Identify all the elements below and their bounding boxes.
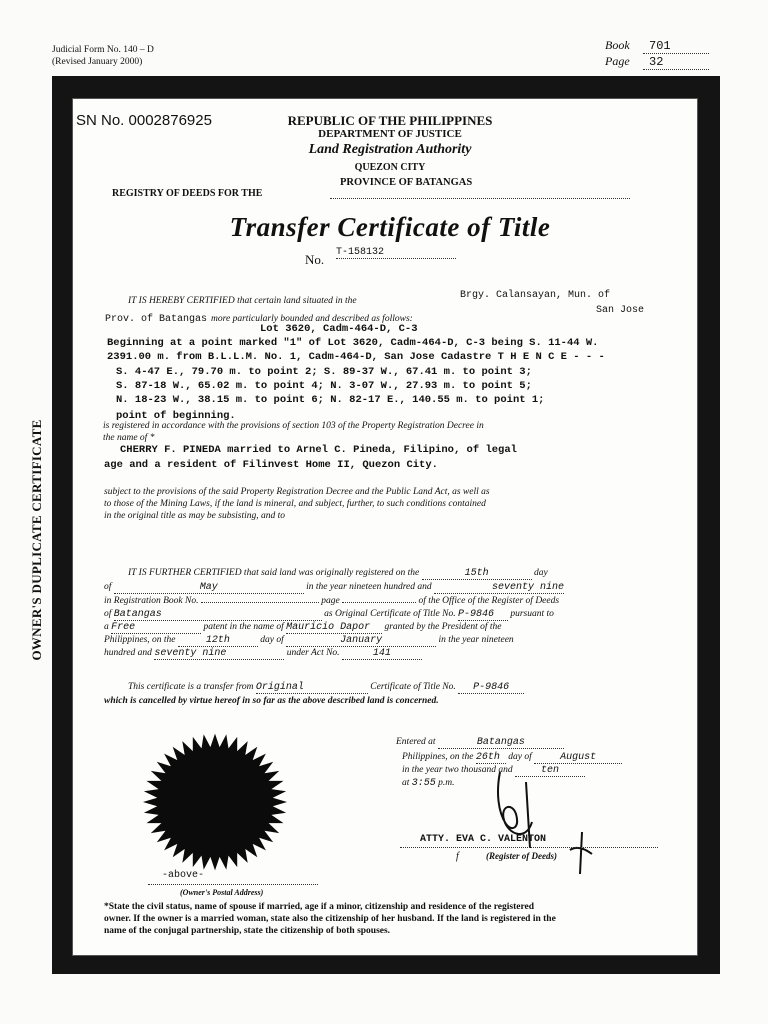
- book-number-line: [201, 602, 319, 603]
- location-value-2: Prov. of Batangas: [105, 314, 208, 325]
- further-line-4: [104, 609, 554, 621]
- further-text: IT IS FURTHER CERTIFIED that said land was originally registered on the: [128, 568, 420, 578]
- entry-year-label: in the year two: [402, 765, 459, 775]
- entry-at-label: at: [402, 778, 410, 788]
- name-of-text: the name of *: [103, 433, 155, 443]
- owner-address-value: -above-: [162, 870, 205, 881]
- book-page-block: [605, 38, 709, 70]
- act-number: 141: [342, 648, 422, 660]
- entry-philippines-label: Philippines, on the: [402, 752, 474, 762]
- page-label-2: page: [321, 596, 340, 606]
- footnote-line: *State the civil status, name of spouse if married, age if a minor, citizenship and residence of the registered: [104, 902, 535, 912]
- further-line-7: [104, 648, 422, 660]
- further-line-1: [128, 568, 548, 580]
- of2-label: of: [104, 609, 112, 619]
- book-label: Book: [605, 38, 630, 52]
- entered-label: Entered at: [396, 737, 436, 747]
- department-heading: DEPARTMENT OF JUSTICE: [318, 128, 462, 140]
- certified-text: IT IS HEREBY CERTIFIED that certain land situated in the: [128, 296, 357, 306]
- registered-text: is registered in accordance with the provisions of section 103 of the Property Registration Decree in: [103, 421, 484, 431]
- serial-number: SN No. 0002876925: [76, 112, 212, 129]
- transfer-from: Original: [256, 682, 368, 694]
- oct-text: as Original Certificate of Title No.: [324, 609, 456, 619]
- further-line-6: [104, 635, 514, 647]
- grant-year: seventy nine: [154, 648, 284, 660]
- subject-text: subject to the provisions of the said Property Registration Decree and the Public Land Act, as well as: [104, 487, 490, 497]
- form-revised: (Revised January 2000): [52, 57, 143, 67]
- transfer-text-2: which is cancelled by virtue hereof in so far as the above described land is concerned.: [104, 696, 439, 706]
- form-number: Judicial Form No. 140 – D: [52, 45, 154, 55]
- grant-day: 12th: [178, 635, 258, 647]
- registered-year: seventy nine: [434, 582, 564, 594]
- page-value: 32: [643, 55, 709, 70]
- subject-text: in the original title as may be subsisting, and to: [104, 511, 286, 521]
- transfer-cert-number: P-9846: [458, 682, 524, 694]
- entry-ampm: p.m.: [438, 778, 455, 788]
- footnote-line: name of the conjugal partnership, state the citizenship of both spouses.: [104, 926, 391, 936]
- day-label: day: [533, 568, 548, 578]
- subject-text: to those of the Mining Laws, if the land is mineral, and subject, further, to such conditions contained: [104, 499, 486, 509]
- page-label: Page: [605, 54, 630, 68]
- transfer-line-1: [128, 682, 524, 694]
- signature-mark: [562, 828, 602, 878]
- day-of-text: day of: [260, 635, 284, 645]
- entry-line-4: [402, 778, 455, 789]
- registry-line: [330, 198, 630, 199]
- further-line-3: [104, 596, 559, 606]
- patent-text: patent in the name of: [203, 622, 284, 632]
- entry-time: 3:55: [411, 778, 436, 789]
- seal-shape: [143, 734, 287, 871]
- province-heading: PROVINCE OF BATANGAS: [340, 177, 473, 188]
- transfer-text: This certificate is a transfer from: [128, 682, 254, 692]
- page-number-line: [342, 602, 416, 603]
- patent-type: Free: [111, 622, 201, 634]
- lot-designation: Lot 3620, Cadm-464-D, C-3: [260, 323, 418, 335]
- owner-line: age and a resident of Filinvest Home II, Quezon City.: [104, 459, 438, 471]
- technical-description-line: S. 87-18 W., 65.02 m. to point 4; N. 3-07 W., 27.93 m. to point 5;: [116, 380, 532, 392]
- city-heading: QUEZON CITY: [354, 162, 426, 173]
- pursuant-text: pursuant to: [510, 609, 554, 619]
- form-number-block: [52, 44, 154, 68]
- entry-place: Batangas: [438, 737, 564, 749]
- location-value: Brgy. Calansayan, Mun. of: [460, 290, 611, 301]
- registry-label: REGISTRY OF DEEDS FOR THE: [112, 188, 263, 199]
- registered-day: 15th: [422, 568, 532, 580]
- entry-day: 26th: [476, 752, 506, 764]
- patentee-name: Mauricio Dapor: [286, 622, 382, 634]
- postal-address-label: (Owner's Postal Address): [180, 888, 264, 897]
- granted-text: granted by the President of the: [384, 622, 502, 632]
- register-line: [400, 847, 658, 848]
- of-label: of: [104, 582, 112, 592]
- entry-month: August: [534, 752, 622, 764]
- register-title: (Register of Deeds): [486, 851, 557, 861]
- entry-year: ten: [515, 765, 585, 777]
- year-nineteen-text: in the year nineteen: [438, 635, 514, 645]
- authority-heading: Land Registration Authority: [308, 142, 472, 157]
- technical-description-line: point of beginning.: [116, 410, 236, 422]
- entry-thousand-label: thousand and: [461, 765, 513, 775]
- a-label: a: [104, 622, 109, 632]
- technical-description-line: 2391.00 m. from B.L.L.M. No. 1, Cadm-464-D, San Jose Cadastre T H E N C E - - -: [107, 351, 605, 363]
- official-seal: [130, 727, 300, 877]
- certificate-title: Transfer Certificate of Title: [229, 212, 551, 242]
- register-initial: f: [456, 851, 459, 862]
- hundred-text: hundred and: [104, 648, 152, 658]
- office-text: of the Office of the Register of Deeds: [418, 596, 560, 606]
- further-line-2: [104, 582, 564, 594]
- title-number: T-158132: [336, 247, 456, 259]
- book-text: in Registration Book No.: [104, 596, 199, 606]
- oct-number: P-9846: [458, 609, 508, 621]
- bounded-text: more particularly bounded and described as follows:: [211, 314, 413, 324]
- entry-day-of-label: day of: [508, 752, 532, 762]
- municipality-value: San Jose: [596, 305, 645, 316]
- act-text: under Act No.: [286, 648, 340, 658]
- technical-description-line: Beginning at a point marked "1" of Lot 3620, Cadm-464-D, C-3 being S. 11-44 W.: [107, 337, 599, 349]
- year-text: in the year nineteen hundred and: [306, 582, 432, 592]
- book-value: 701: [643, 39, 709, 54]
- grant-month: January: [286, 635, 436, 647]
- technical-description-line: N. 18-23 W., 38.15 m. to point 6; N. 82-17 E., 140.55 m. to point 1;: [116, 394, 545, 406]
- transfer-cert-text: Certificate of Title No.: [370, 682, 456, 692]
- technical-description-line: S. 4-47 E., 79.70 m. to point 2; S. 89-37 W., 67.41 m. to point 3;: [116, 366, 532, 378]
- entry-line-1: [396, 737, 564, 749]
- province-value: Batangas: [114, 609, 322, 621]
- footnote-line: owner. If the owner is a married woman, state also the citizenship of her husband. If the land is registered in the: [104, 914, 556, 924]
- owner-line: CHERRY F. PINEDA married to Arnel C. Pineda, Filipino, of legal: [120, 444, 517, 456]
- register-name: ATTY. EVA C. VALENTON: [420, 834, 547, 845]
- title-no-label: No.: [305, 252, 325, 267]
- owners-duplicate-label: OWNER'S DUPLICATE CERTIFICATE: [29, 419, 44, 661]
- philippines-text: Philippines, on the: [104, 635, 176, 645]
- further-line-5: [104, 622, 502, 634]
- republic-heading: REPUBLIC OF THE PHILIPPINES: [287, 113, 493, 128]
- owner-address-line: [148, 884, 318, 885]
- registered-month: May: [114, 582, 304, 594]
